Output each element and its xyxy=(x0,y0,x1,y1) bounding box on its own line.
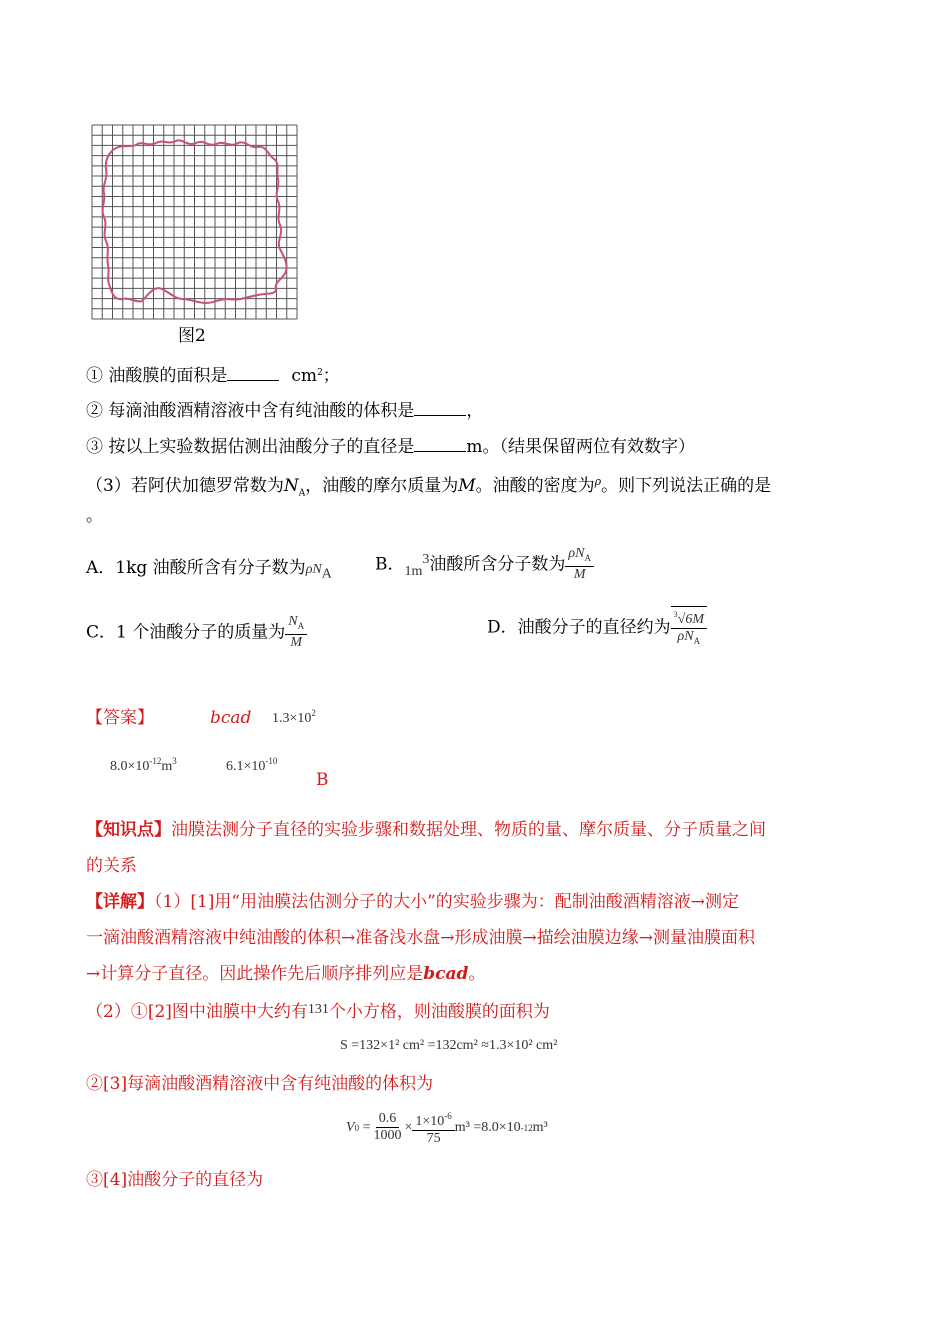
answer-3: $8.0\times 10^{-12}m^3$ xyxy=(110,756,177,774)
q2-item-2: ② 每滴油酸酒精溶液中含有纯油酸的体积是 ， xyxy=(86,401,484,421)
answer-5: B xyxy=(316,770,329,790)
q2-item-1: ① 油酸膜的面积是 $cm^2$； xyxy=(86,366,340,386)
q3-stem-end: 。 xyxy=(86,506,103,526)
answer-blank-diameter[interactable] xyxy=(414,436,466,452)
answer-1: bcad xyxy=(210,708,252,728)
option-d[interactable]: D．油酸分子的直径约为 $\frac{^3√6M}{\rho N_A}$ xyxy=(487,606,707,649)
detail-line-5: ②[3]每滴油酸酒精溶液中含有纯油酸的体积为 xyxy=(86,1074,434,1094)
detail-line-2: 一滴油酸酒精溶液中纯油酸的体积→准备浅水盘→形成油膜→描绘油膜边缘→测量油膜面积 xyxy=(86,928,755,948)
detail-line-1: 【详解】（1）[1]用“用油膜法估测分子的大小”的实验步骤为：配制油酸酒精溶液→测定 xyxy=(86,892,740,912)
figure-caption: 图2 xyxy=(178,326,206,346)
equation-area: S =132×1² cm² =132cm² ≈1.3×10² cm² xyxy=(340,1038,558,1053)
fraction-b: $\frac{\rho N_A}{M}$ xyxy=(565,546,594,583)
answer-blank-volume[interactable] xyxy=(414,400,466,416)
grid-lines xyxy=(92,125,297,319)
answer-label: 【答案】 xyxy=(86,708,154,728)
q2-item-3: ③ 按以上实验数据估测出油酸分子的直径是 m。（结果保留两位有效数字） xyxy=(86,437,696,457)
detail-line-6: ③[4]油酸分子的直径为 xyxy=(86,1170,264,1190)
answer-2: $1.3\times 10^2$ xyxy=(272,708,316,726)
fraction-c: $\frac{N_A}{M}$ xyxy=(285,614,307,651)
knowledge-line-2: 的关系 xyxy=(86,856,137,876)
option-b[interactable]: B．$_{1m}^3$油酸所含分子数为 $\frac{\rho N_A}{M}$ xyxy=(375,546,594,583)
option-c[interactable]: C．1 个油酸分子的质量为 $\frac{N_A}{M}$ xyxy=(86,614,307,651)
fraction-d: $\frac{^3√6M}{\rho N_A}$ xyxy=(671,606,707,649)
detail-line-3: →计算分子直径。因此操作先后顺序排列应是bcad。 xyxy=(86,964,486,984)
knowledge-line-1: 【知识点】油膜法测分子直径的实验步骤和数据处理、物质的量、摩尔质量、分子质量之间 xyxy=(86,820,766,840)
answer-4: $6.1\times 10^{-10}$ xyxy=(226,756,278,774)
detail-line-4: （2）①[2]图中油膜中大约有$^{131}$个小方格，则油酸膜的面积为 xyxy=(86,1002,550,1022)
oil-film-grid-figure xyxy=(90,123,300,321)
option-a[interactable]: A．1kg 油酸所含有分子数为$\rho N_A$ xyxy=(86,558,332,582)
answer-blank-area[interactable] xyxy=(227,365,279,381)
equation-volume: V 0 = $\frac{0.6}{1000}$ × $\frac{1\times 10^{-6}}{75}$ m³ =8.0×10 -12 m³ xyxy=(346,1108,548,1147)
q3-stem: （3）若阿伏加德罗常数为$N_A$，油酸的摩尔质量为M。油酸的密度为$^\rho$。则下列说法正确的是 xyxy=(86,475,772,499)
